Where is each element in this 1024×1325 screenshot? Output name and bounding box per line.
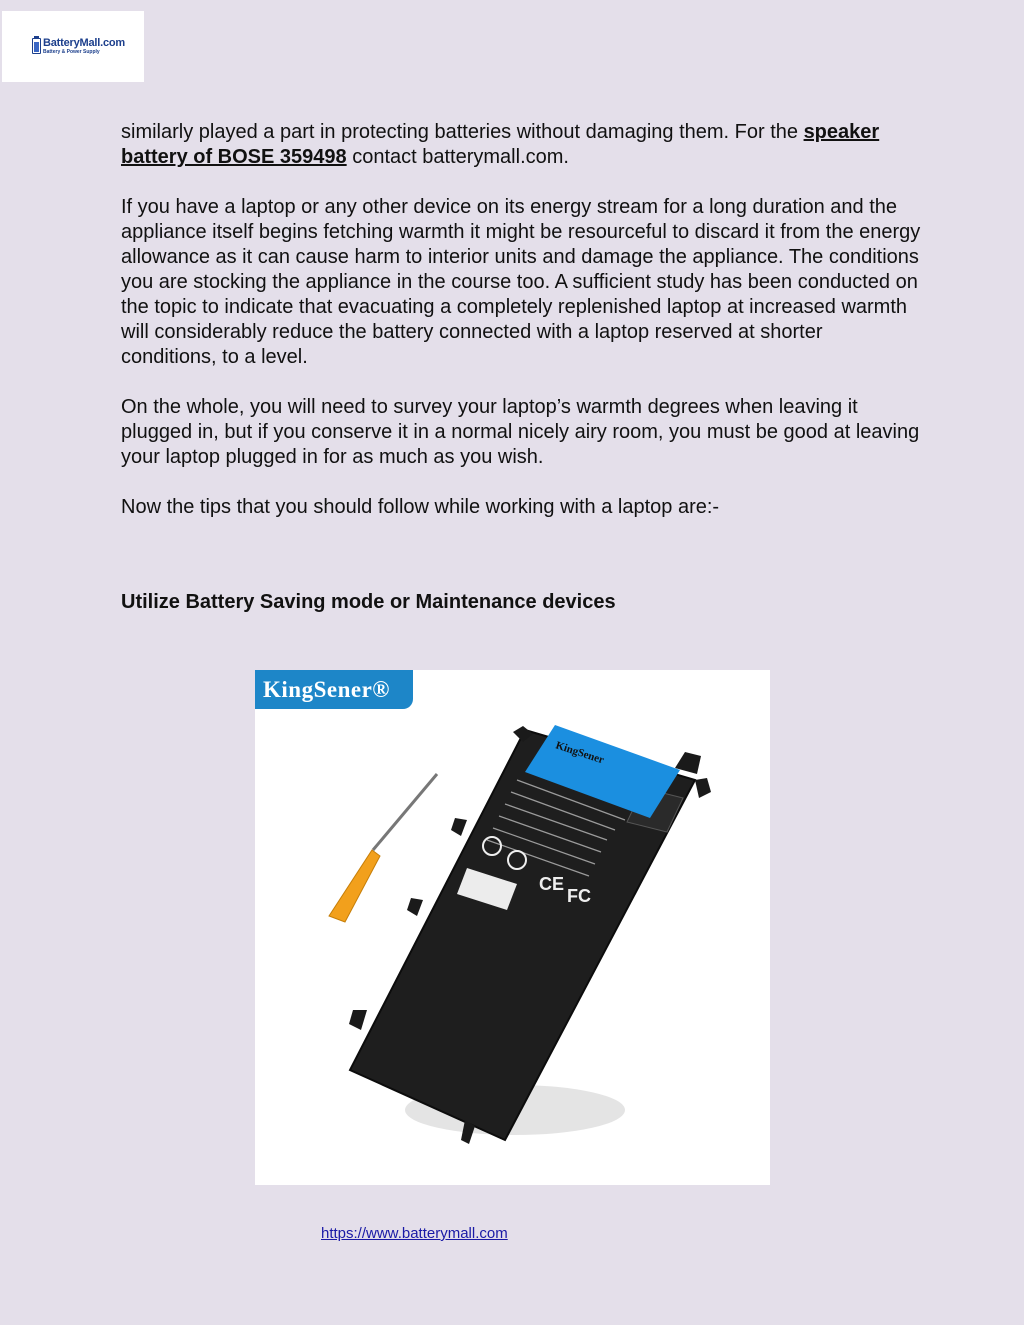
site-logo[interactable] bbox=[2, 11, 144, 82]
battery-label-brand: KingSener bbox=[554, 739, 606, 767]
footer-url-link[interactable]: https://www.batterymall.com bbox=[321, 1225, 508, 1242]
svg-text:CE: CE bbox=[539, 874, 565, 894]
paragraph-1: similarly played a part in protecting batteries without damaging them. For the speaker battery of BOSE 359498 contact batterymall.com. bbox=[121, 121, 880, 168]
logo-tagline: Battery & Power Supply bbox=[43, 49, 100, 55]
battery-product-image bbox=[255, 670, 770, 1185]
section-heading: Utilize Battery Saving mode or Maintenance devices bbox=[121, 591, 616, 613]
svg-text:FC: FC bbox=[567, 886, 591, 906]
paragraph-4: Now the tips that you should follow while working with a laptop are:- bbox=[121, 496, 720, 518]
paragraph-2: If you have a laptop or any other device on its energy stream for a long duration and the appliance itself begins fetching warmth it might be resourceful to discard it from the energy allowance as it can cause harm to interior units and damage the appliance. The conditions you are stocking the appliance in the course too. A sufficient study has been conducted on the topic to indicate that evacuating a completely replenished laptop at increased warmth will considerably reduce the battery connected with a laptop reserved at shorter conditions, to a level. bbox=[121, 196, 921, 368]
logo-name: BatteryMall.com bbox=[43, 37, 125, 49]
battery-icon bbox=[32, 38, 41, 54]
kingsener-brand-banner: KingSener® bbox=[255, 670, 413, 709]
battery-illustration bbox=[255, 670, 770, 1185]
article-body bbox=[121, 120, 921, 545]
speaker-battery-link[interactable]: speaker battery of BOSE 359498 bbox=[121, 121, 880, 168]
paragraph-3: On the whole, you will need to survey your laptop’s warmth degrees when leaving it plugged in, but if you conserve it in a normal nicely airy room, you must be good at leaving your laptop plugged in for as much as you wish. bbox=[121, 396, 920, 468]
